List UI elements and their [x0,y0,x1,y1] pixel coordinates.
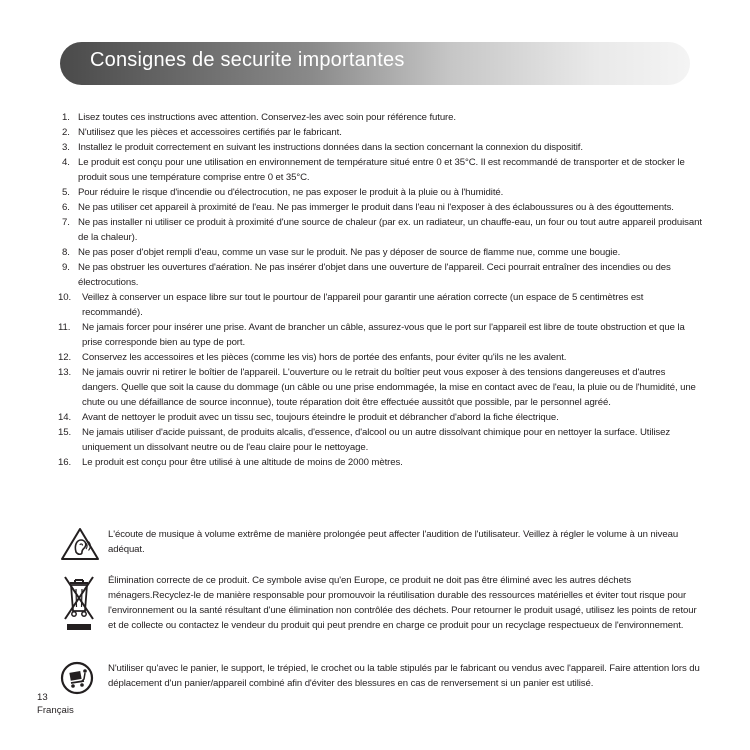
item-text: Ne pas obstruer les ouvertures d'aération. Ne pas insérer d'objet dans une ouverture de l'appareil. Ceci pourrait entraîner des incendies ou des électrocutions. [78,262,671,288]
list-item [58,425,702,455]
item-text: Ne pas utiliser cet appareil à proximité de l'eau. Ne pas immerger le produit dans l'eau ni l'exposer à des éclaboussures ou à des égouttements. [78,202,674,213]
item-text: Ne jamais forcer pour insérer une prise. Avant de brancher un câble, assurez-vous que le port sur l'appareil est libre de toute obstruction et que la prise corresponde bien au type de port. [82,322,685,348]
item-text: Lisez toutes ces instructions avec attention. Conservez-les avec soin pour référence future. [78,112,456,123]
list-item [62,125,702,140]
item-text: Pour réduire le risque d'incendie ou d'électrocution, ne pas exposer le produit à la pluie ou à l'humidité. [78,187,504,198]
item-number: 6. [62,202,70,213]
item-text: Ne jamais utiliser d'acide puissant, de produits alcalis, d'essence, d'alcool ou un autre dissolvant chimique pour en nettoyer la surface. Utilisez uniquement un dissolvant neutre ou de l'eau claire pour le nettoyage. [82,427,671,453]
item-number: 10. [58,292,72,303]
item-text: Le produit est conçu pour être utilisé à une altitude de moins de 2000 mètres. [82,457,403,468]
list-item [58,365,702,410]
list-item [62,245,702,260]
notices-section [60,527,700,691]
item-number: 5. [62,187,70,198]
list-item [58,410,702,425]
item-text: Ne pas poser d'objet rempli d'eau, comme un vase sur le produit. Ne pas y déposer de source de flamme nue, comme une bougie. [78,247,621,258]
list-item [62,185,702,200]
item-number: 15. [58,427,72,438]
language-label: Français [37,705,74,716]
item-text: Installez le produit correctement en suivant les instructions données dans la section concernant la connexion du dispositif. [78,142,583,153]
item-text: Conservez les accessoires et les pièces (comme les vis) hors de portée des enfants, pour éviter qu'ils ne les avalent. [82,352,567,363]
hearing-notice-text: L'écoute de musique à volume extrême de manière prolongée peut affecter l'audition de l'utilisateur. Veillez à régler le volume à un niveau adéquat. [108,529,679,555]
list-item [62,215,702,245]
item-number: 3. [62,142,70,153]
hearing-notice [60,527,700,569]
list-item [58,455,702,470]
list-item [62,200,702,215]
cart-tipover-warning-icon [60,661,94,695]
item-text: Le produit est conçu pour une utilisation en environnement de température situé entre 0 et 35°C. Il est recommandé de transporter et de stocker le produit sous une température comprise entre 0 et 35°C. [78,157,685,183]
page-title: Consignes de securite importantes [90,49,405,71]
list-item [58,290,702,320]
item-number: 1. [62,112,70,123]
list-item [62,140,702,155]
list-item [58,320,702,350]
disposal-notice [60,573,700,653]
list-item [62,110,702,125]
item-text: Veillez à conserver un espace libre sur tout le pourtour de l'appareil pour garantir une aération correcte (un espace de 5 centimètres est recommandé). [82,292,644,318]
item-number: 7. [62,217,70,228]
item-text: Ne jamais ouvrir ni retirer le boîtier de l'appareil. L'ouverture ou le retrait du boîtier peut vous exposer à des tensions dangereuses et d'autres dangers. Quelle que soit la cause du dommage (un câble ou une prise endommagée, la mise en contact avec de l'eau, la pluie ou de l'humidité, une chute ou une défaillance de source inconnue), toute réparation doit être effectuée aussitôt que possible, par le personnel agréé. [82,367,696,408]
item-number: 12. [58,352,72,363]
item-number: 13. [58,367,72,378]
item-number: 16. [58,457,72,468]
disposal-notice-text: Élimination correcte de ce produit. Ce symbole avise qu'en Europe, ce produit ne doit pas être éliminé avec les autres déchets ménagers.Recyclez-le de manière responsable pour promouvoir la réutilisation durable des ressources matérielles et éviter tout risque pour l'environnement ou la santé résultant d'une élimination non contrôlée des déchets. Pour retourner le produit usagé, utilisez les points de retour et de collecte ou contactez le vendeur du produit qui peut prendre en charge ce produit pour un recyclage respectueux de l'environnement. [108,575,697,631]
list-item [58,350,702,365]
item-number: 14. [58,412,72,423]
page-footer [37,691,74,717]
item-text: Ne pas installer ni utiliser ce produit à proximité d'une source de chaleur (par ex. un radiateur, un chauffe-eau, un four ou tout autre appareil produisant de la chaleur). [78,217,702,243]
item-number: 11. [58,322,71,333]
list-item [62,155,702,185]
item-number: 4. [62,157,70,168]
header-banner [60,42,690,85]
cart-notice-text: N'utiliser qu'avec le panier, le support, le trépied, le crochet ou la table stipulés par le fabricant ou vendus avec l'appareil. Faire attention lors du déplacement d'un panier/appareil combiné afin d'éviter des blessures en cas de renversement si un panier est utilisé. [108,663,700,689]
cart-notice [60,661,700,691]
item-number: 2. [62,127,70,138]
item-number: 8. [62,247,70,258]
item-number: 9. [62,262,70,273]
weee-bin-icon [60,573,98,633]
item-text: N'utilisez que les pièces et accessoires certifiés par le fabricant. [78,127,342,138]
list-item [62,260,702,290]
item-text: Avant de nettoyer le produit avec un tissu sec, toujours éteindre le produit et débrancher d'abord la fiche électrique. [82,412,559,423]
safety-instructions-list [58,110,702,470]
hearing-warning-icon [60,527,100,561]
page-number: 13 [37,692,48,703]
